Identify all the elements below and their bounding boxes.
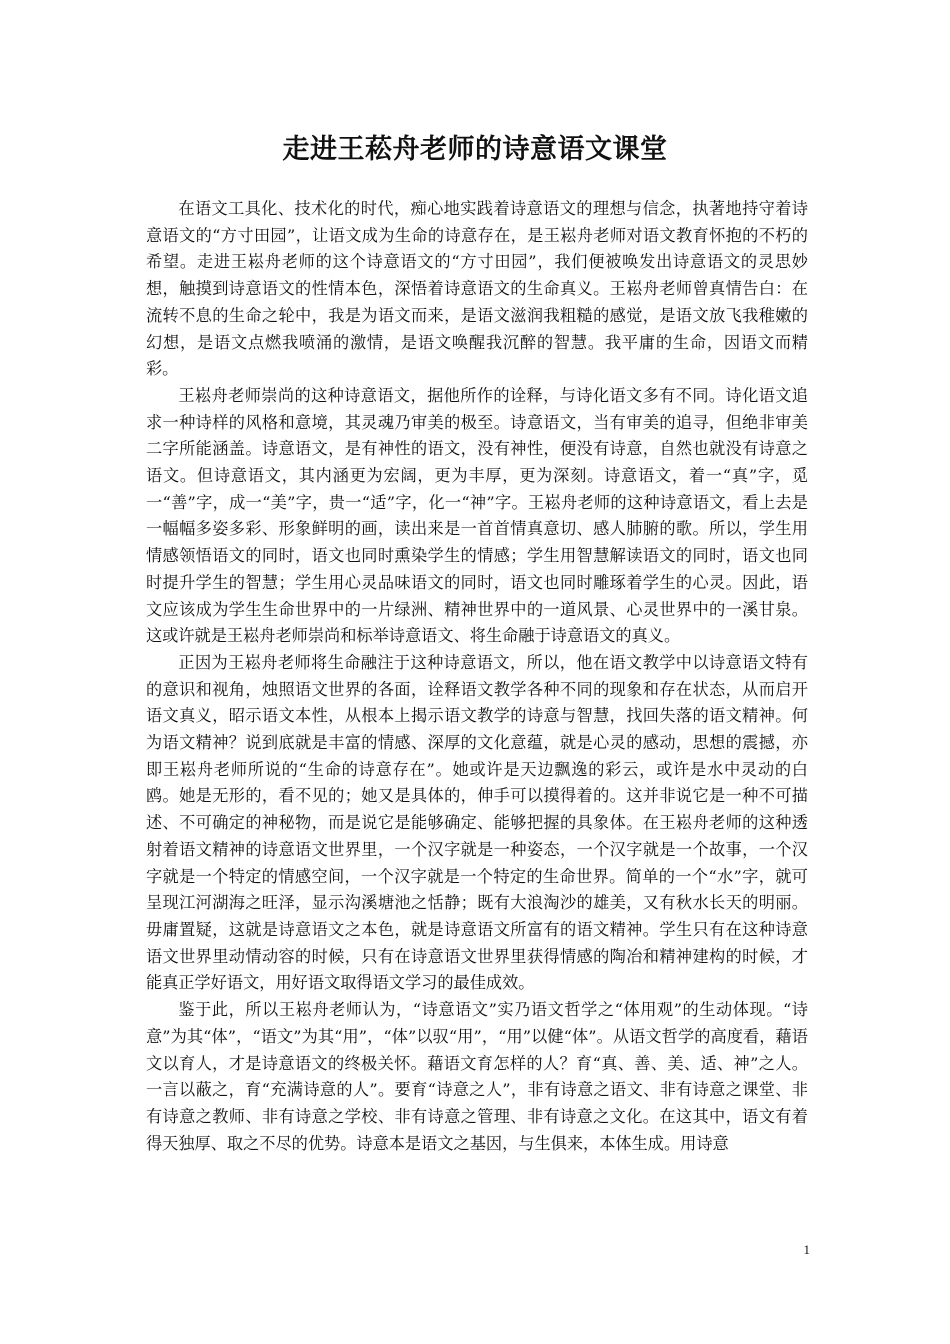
page-number: 1: [803, 1242, 810, 1257]
paragraph-2: 王崧舟老师崇尚的这种诗意语文，据他所作的诠释，与诗化语文多有不同。诗化语文追求一种诗样的风格和意境，其灵魂乃审美的极至。诗意语文，当有审美的追寻，但绝非审美二字所能涵盖。诗意语文，是有神性的语文，没有神性，便没有诗意，自然也就没有诗意之语文。但诗意语文，其内涵更为宏阔，更为丰厚，更为深刻。诗意语文，着一“真”字，觅一“善”字，成一“美”字，贵一“适”字，化一“神”字。王崧舟老师的这种诗意语文，看上去是一幅幅多姿多彩、形象鲜明的画，读出来是一首首情真意切、感人肺腑的歌。所以，学生用情感领悟语文的同时，语文也同时熏染学生的情感；学生用智慧解读语文的同时，语文也同时提升学生的智慧；学生用心灵品味语文的同时，语文也同时雕琢着学生的心灵。因此，语文应该成为学生生命世界中的一片绿洲、精神世界中的一道风景、心灵世界中的一溪甘泉。这或许就是王崧舟老师崇尚和标举诗意语文、将生命融于诗意语文的真义。: [146, 385, 808, 646]
paragraph-1: 在语文工具化、技术化的时代，痴心地实践着诗意语文的理想与信念，执著地持守着诗意语文的“方寸田园”，让语文成为生命的诗意存在，是王崧舟老师对语文教育怀抱的不朽的希望。走进王崧舟老师的这个诗意语文的“方寸田园”，我们便被唤发出诗意语文的灵思妙想，触摸到诗意语文的性情本色，深悟着诗意语文的生命真义。王崧舟老师曾真情告白：在流转不息的生命之轮中，我是为语文而来，是语文滋润我粗糙的感觉，是语文放飞我稚嫩的幻想，是语文点燃我喷涌的激情，是语文唤醒我沉醉的智慧。我平庸的生命，因语文而精彩。: [146, 199, 808, 379]
document-body: [146, 196, 808, 1157]
paragraph-4: 鉴于此，所以王崧舟老师认为，“诗意语文”实乃语文哲学之“体用观”的生动体现。“诗意”为其“体”，“语文”为其“用”，“体”以驭“用”，“用”以健“体”。从语文哲学的高度看，藉语文以育人，才是诗意语文的终极关怀。藉语文育怎样的人？育“真、善、美、适、神”之人。一言以蔽之，育“充满诗意的人”。要育“诗意之人”，非有诗意之语文、非有诗意之课堂、非有诗意之教师、非有诗意之学校、非有诗意之管理、非有诗意之文化。在这其中，语文有着得天独厚、取之不尽的优势。诗意本是语文之基因，与生俱来，本体生成。用诗意: [146, 1000, 808, 1153]
paragraph-3: 正因为王崧舟老师将生命融注于这种诗意语文，所以，他在语文教学中以诗意语文特有的意识和视角，烛照语文世界的各面，诠释语文教学各种不同的现象和存在状态，从而启开语文真义，昭示语文本性，从根本上揭示语文教学的诗意与智慧，找回失落的语文精神。何为语文精神？说到底就是丰富的情感、深厚的文化意蕴，就是心灵的感动，思想的震撼，亦即王崧舟老师所说的“生命的诗意存在”。她或许是天边飘逸的彩云，或许是水中灵动的白鸥。她是无形的，看不见的；她又是具体的，伸手可以摸得着的。这并非说它是一种不可描述、不可确定的神秘物，而是说它是能够确定、能够把握的具象体。在王崧舟老师的这种透射着语文精神的诗意语文世界里，一个汉字就是一种姿态，一个汉字就是一个故事，一个汉字就是一个特定的情感空间，一个汉字就是一个特定的生命世界。简单的一个“水”字，就可呈现江河湖海之旺泽，显示沟溪塘池之恬静；既有大浪淘沙的雄美，又有秋水长天的明丽。毋庸置疑，这就是诗意语文之本色，就是诗意语文所富有的语文精神。学生只有在这种诗意语文世界里动情动容的时候，只有在诗意语文世界里获得情感的陶冶和精神建构的时候，才能真正学好语文，用好语文取得语文学习的最佳成效。: [146, 652, 808, 993]
document-title: 走进王菘舟老师的诗意语文课堂: [282, 134, 668, 165]
